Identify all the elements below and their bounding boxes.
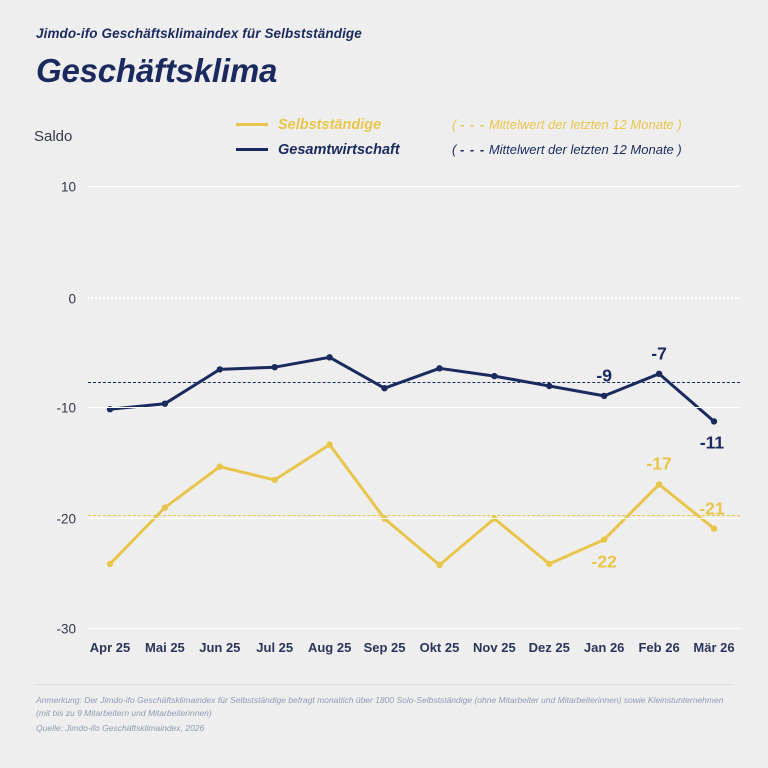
gridline--20: [56, 511, 740, 526]
legend-swatch-line-selbststaendige: [236, 123, 268, 126]
data-point: [217, 464, 223, 470]
chart-footnote: Anmerkung: Der Jimdo-ifo Geschäftsklimaindex für Selbstständige befragt monatlich über 1800 Solo-Selbstständige (ohne Mitarbeiter und Mitarbeiterinnen) sowie Kleinstunternehmen (mit bis zu 9 Mitarbeitern und Mitarbeiterinnen): [36, 695, 724, 718]
legend-item-gesamtwirtschaft: [236, 137, 746, 162]
gridline-10: [60, 179, 740, 195]
data-point: [656, 481, 662, 487]
x-tick-label: Mär 26: [693, 640, 735, 655]
chart-legend: [236, 112, 746, 162]
data-point: [711, 525, 717, 531]
data-point: [711, 418, 717, 424]
point-label-minus21: -21: [699, 498, 725, 519]
x-axis-labels: [88, 628, 740, 658]
data-point: [162, 401, 168, 407]
y-tick-label--30: -30: [56, 621, 76, 637]
gridline--10: [56, 400, 740, 416]
data-point: [601, 393, 607, 399]
legend-mean-suffix-gesamtwirtschaft: ): [677, 142, 682, 157]
data-point: [436, 562, 442, 568]
y-tick-label-10: 10: [60, 179, 76, 195]
data-point: [272, 477, 278, 483]
legend-mean-dash-selbststaendige: - - -: [459, 117, 486, 132]
line-selbstständige: [110, 445, 714, 565]
y-tick-label--10: -10: [56, 400, 76, 416]
data-point: [217, 366, 223, 372]
y-tick-label-0: 0: [68, 291, 76, 306]
x-tick-label: Sep 25: [363, 640, 406, 655]
x-tick-label: Jun 25: [199, 640, 241, 655]
data-point: [162, 504, 168, 510]
x-tick-label: Jan 26: [583, 640, 625, 655]
point-label-minus9: -9: [596, 365, 612, 386]
point-label-minus7: -7: [651, 343, 667, 364]
legend-mean-prefix-selbststaendige: (: [452, 117, 457, 132]
legend-label-selbststaendige: Selbstständige: [278, 116, 382, 133]
x-tick-label: Nov 25: [473, 640, 516, 655]
x-tick-label: Jul 25: [256, 640, 294, 655]
legend-mean-text-selbststaendige: Mittelwert der letzten 12 Monate: [488, 117, 674, 132]
data-point: [436, 365, 442, 371]
data-point: [272, 364, 278, 370]
data-point: [656, 371, 662, 377]
mean-line-selbstständige: [88, 515, 740, 516]
legend-mean-dash-gesamtwirtschaft: - - -: [459, 142, 486, 157]
legend-mean-selbststaendige: [452, 117, 682, 132]
legend-mean-suffix-selbststaendige: ): [677, 117, 682, 132]
legend-mean-prefix-gesamtwirtschaft: (: [452, 142, 457, 157]
chart-headline: Geschäftsklima: [36, 52, 278, 89]
data-point: [326, 441, 332, 447]
chart-kicker: Jimdo-ifo Geschäftsklimaindex für Selbstständige: [36, 26, 362, 41]
x-tick-label: Mai 25: [145, 640, 185, 655]
chart-source: Quelle: Jimdo-ifo Geschäftsklimaindex, 2026: [36, 723, 205, 733]
x-tick-label: Apr 25: [89, 640, 131, 655]
legend-mean-gesamtwirtschaft: [452, 142, 682, 157]
data-point: [546, 383, 552, 389]
x-tick-label: Dez 25: [528, 640, 570, 655]
x-tick-label: Feb 26: [638, 640, 680, 655]
y-axis-title: Saldo: [34, 128, 73, 145]
mean-line-gesamtwirtschaft: [88, 382, 740, 383]
x-tick-label: Aug 25: [307, 640, 352, 655]
point-label-minus11: -11: [699, 432, 725, 453]
legend-item-selbststaendige: [236, 112, 746, 137]
line-gesamtwirtschaft: [110, 357, 714, 421]
legend-swatch-line-gesamtwirtschaft: [236, 148, 268, 151]
point-label-minus17: -17: [646, 453, 672, 474]
plot-area: [56, 179, 740, 655]
data-point: [107, 561, 113, 567]
legend-label-gesamtwirtschaft: Gesamtwirtschaft: [278, 141, 400, 158]
data-point: [326, 354, 332, 360]
data-point: [601, 536, 607, 542]
data-point: [491, 515, 497, 521]
legend-mean-text-gesamtwirtschaft: Mittelwert der letzten 12 Monate: [488, 142, 674, 157]
point-label-minus22: -22: [591, 551, 617, 572]
footer-divider: [36, 684, 732, 685]
data-point: [491, 373, 497, 379]
data-point: [381, 515, 387, 521]
x-tick-label: Okt 25: [419, 640, 460, 655]
data-point: [381, 385, 387, 391]
y-tick-label--20: -20: [56, 511, 76, 526]
data-point: [546, 561, 552, 567]
gridline-0: [68, 291, 740, 306]
